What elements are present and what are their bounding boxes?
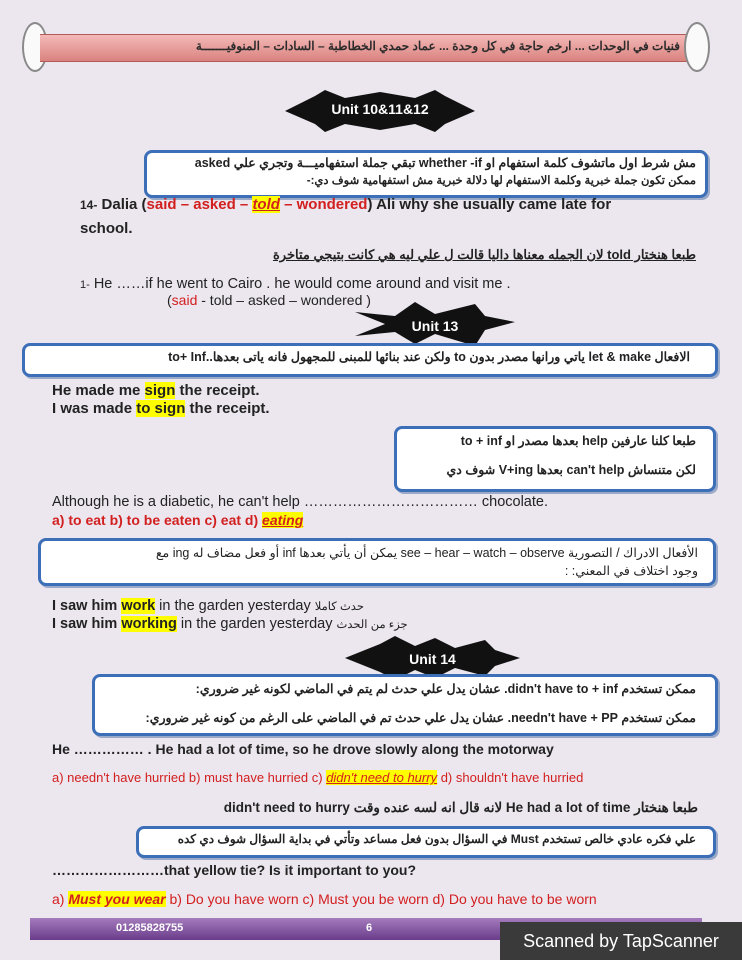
unit-title: Unit 10&11&12 (331, 101, 429, 117)
option-text: a) (52, 891, 69, 907)
rule-text: وجود اختلاف في المعني: : (564, 564, 698, 578)
option-text: b) Do you have worn c) Must you be worn d) Do you have to be worn (165, 891, 597, 907)
answer-highlight: sign (144, 382, 176, 399)
rule-text: علي فكره عادي خالص تستخدم Must في السؤال بدون فعل مساعد وتأتي في بداية السؤال شوف دي كده (177, 832, 696, 846)
rule-text: ممكن تكون جملة خبرية وكلمة الاستفهام لها دلالة خبرية مش استفهامية شوف دي:- (306, 175, 696, 187)
example-sentence (52, 616, 408, 632)
options-line (167, 292, 371, 308)
question-14-line2: school. (80, 220, 133, 237)
question-1 (80, 276, 510, 292)
sentence-text: in the garden yesterday (155, 598, 311, 614)
sentence-text: He made me (52, 382, 145, 399)
unit-title: Unit 14 (409, 651, 456, 667)
header-ribbon (40, 34, 702, 62)
question-text: Dalia ( (101, 196, 147, 213)
option-text: a) to eat b) to be eaten c) eat d) (52, 512, 263, 528)
option-text: d) shouldn't have hurried (437, 770, 584, 785)
question-text: He ……if he went to Cairo . he would come around and visit me . (93, 276, 511, 292)
rule-text: ممكن تستخدم didn't have to + inf. عشان يدل علي حدث لم يتم في الماضي لكونه غير ضروري: (195, 682, 696, 696)
options-line (52, 512, 303, 528)
question-number: 1- (80, 279, 90, 291)
scroll-end-right-icon (684, 22, 710, 72)
answer-highlight: Must you wear (68, 891, 166, 907)
answer-highlight: didn't need to hurry (326, 770, 438, 785)
answer-highlight: work (121, 598, 156, 614)
question-text: ) Ali why she usually came late for (367, 196, 612, 213)
question-text: He …………… . He had a lot of time, so he drove slowly along the motorway (52, 741, 554, 757)
sentence-text: I saw him (52, 616, 122, 632)
sentence-text: I was made (52, 400, 137, 417)
answer-highlight: eating (262, 512, 304, 528)
sentence-text: the receipt. (175, 382, 260, 399)
option-text: a) needn't have hurried b) must have hurried c) (52, 770, 327, 785)
bracket: ( (167, 292, 172, 308)
example-sentence (52, 382, 260, 399)
note-text: جزء من الحدث (336, 619, 408, 631)
answer-highlight: working (121, 616, 177, 632)
option-text: said – asked – (146, 196, 249, 213)
answer-highlight: told (252, 196, 280, 213)
page-number: 6 (366, 922, 373, 934)
note-text: حدث كاملا (314, 601, 364, 613)
option-text: – wondered (284, 196, 368, 213)
sentence-text: I saw him (52, 598, 122, 614)
scanner-watermark: Scanned by TapScanner (500, 922, 742, 960)
question-text: ……………………that yellow tie? Is it important to you? (52, 862, 417, 878)
unit-title: Unit 13 (411, 318, 459, 334)
rule-text: مش شرط اول ماتشوف كلمة استفهام او whether -if تبقي جملة استفهاميـــة وتجري علي asked (194, 156, 696, 170)
sentence-text: in the garden yesterday (176, 616, 333, 632)
option-text: said (171, 292, 198, 308)
options-line (52, 770, 583, 785)
rule-text: لكن متنساش can't help بعدها V+ing شوف دي (446, 463, 696, 477)
phone-number: 01285828755 (116, 922, 184, 934)
rule-text: ممكن تستخدم needn't have + PP. عشان يدل علي حدث تم في الماضي على الرغم من كونه غير ضروري: (145, 711, 696, 725)
question-text: Although he is a diabetic, he can't help ……………………………… chocolate. (52, 494, 548, 510)
sentence-text: the receipt. (185, 400, 270, 417)
option-text: - told – asked – wondered ) (197, 292, 371, 308)
header-text: فنيات في الوحدات ... ارخم حاجة في كل وحدة ... عماد حمدي الخطاطبة – السادات – المنوفيـــــــة (195, 39, 680, 53)
rule-text: الافعال let & make ياتي ورانها مصدر بدون to ولكن عند بنائها للمبنى للمجهول فانه ياتى بعدها..to+ Inf (168, 350, 690, 364)
answer-highlight: to sign (136, 400, 186, 417)
question-number: 14- (80, 198, 98, 212)
explanation-text: طبعا هنختار told لان الجمله معناها داليا قالت ل علي ليه هي كانت بتيجي متاخرة (272, 247, 696, 262)
example-sentence (52, 598, 364, 614)
question-14 (80, 196, 611, 213)
rule-text: طبعا كلنا عارفين help بعدها مصدر او to + inf (460, 434, 696, 448)
rule-text: الأفعال الادراك / التصورية see – hear – watch – observe يمكن أن يأتي بعدها inf أو فعل مضاف له ing مع (155, 546, 698, 560)
example-sentence (52, 400, 270, 417)
options-line (52, 891, 597, 907)
explanation-text: طبعا هنختار He had a lot of time لانه قال انه لسه عنده وقت didn't need to hurry (223, 800, 698, 815)
